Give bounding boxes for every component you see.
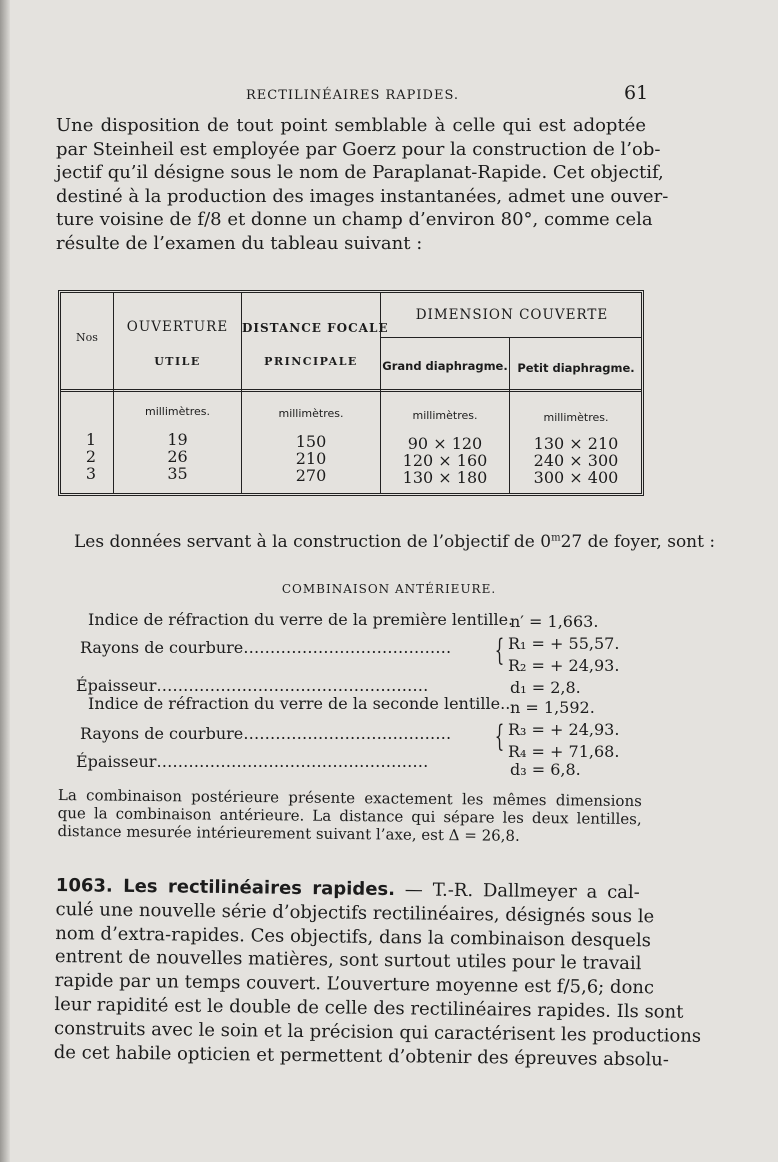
unit-distance: millimètres. — [278, 407, 344, 420]
table-cell: 35 — [167, 464, 188, 483]
text-run: — T.-R. Dallmeyer a cal- — [394, 879, 640, 904]
header-ouverture-sub: UTILE — [154, 355, 201, 368]
data-intro-text-end: 27 de foyer, sont : — [560, 532, 716, 552]
table-cell: 1 — [85, 430, 97, 449]
spec-value: R₂ = + 24,93. — [508, 656, 620, 675]
table-cell: 26 — [167, 447, 188, 466]
spec-label: Épaisseur…………………………………………… — [76, 676, 429, 695]
spec-label: Rayons de courbure………………………………… — [80, 638, 452, 657]
text-line: rapide par un temps couvert. L’ouverture moyenne est f/5,6; donc — [54, 970, 655, 999]
text-line: leur rapidité est le double de celle des rectilinéaires rapides. Ils sont — [54, 993, 684, 1023]
spec-value: R₃ = + 24,93. — [508, 720, 620, 739]
spec-label: Indice de réfraction du verre de la première lentille. — [88, 610, 514, 629]
header-rule — [381, 337, 641, 338]
spec-value: R₄ = + 71,68. — [508, 742, 620, 761]
table-cell: 120 × 160 — [402, 451, 488, 470]
unit-superscript: m — [551, 532, 561, 544]
spec-value: n = 1,592. — [510, 698, 595, 717]
lens-table — [58, 290, 644, 496]
text-line: par Steinheil est employée par Goerz pour la construction de l’ob- — [56, 138, 661, 160]
spec-value: d₃ = 6,8. — [510, 760, 581, 779]
page-gutter-shadow — [0, 0, 10, 1162]
unit-grand: millimètres. — [412, 409, 478, 422]
header-grand: Grand diaphragme. — [382, 359, 508, 373]
table-cell: 270 — [295, 466, 327, 485]
page-number: 61 — [624, 82, 649, 104]
header-no: Nos — [76, 331, 98, 344]
text-line: La combinaison postérieure présente exactement les mêmes dimensions — [57, 786, 642, 811]
data-intro-line — [74, 532, 715, 552]
running-header — [0, 82, 778, 108]
section-subheading: COMBINAISON ANTÉRIEURE. — [281, 582, 497, 596]
section-1063-paragraph — [53, 874, 702, 1071]
unit-ouverture: millimètres. — [144, 405, 210, 418]
brace-icon: { — [494, 633, 505, 668]
text-line: distance mesurée intérieurement suivant l’axe, est Δ = 26,8. — [57, 821, 520, 845]
text-line: nom d’extra-rapides. Ces objectifs, dans la combinaison desquels — [55, 922, 652, 951]
spec-label: Épaisseur…………………………………………… — [76, 752, 429, 771]
text-line: Une disposition de tout point semblable à celle qui est adoptée — [56, 115, 646, 136]
table-cell: 300 × 400 — [533, 468, 619, 487]
header-separator — [61, 389, 641, 392]
section-title: Les rectilinéaires rapides. — [112, 875, 396, 901]
text-line: jectif qu’il désigne sous le nom de Paraplanat-Rapide. Cet objectif, — [56, 162, 664, 183]
spec-value: d₁ = 2,8. — [510, 678, 581, 697]
header-ouverture: OUVERTURE — [126, 319, 229, 335]
table-cell: 19 — [167, 430, 188, 449]
table-cell: 130 × 180 — [402, 468, 488, 487]
intro-paragraph — [56, 114, 669, 255]
spec-label: Rayons de courbure………………………………… — [80, 724, 452, 743]
text-line: construits avec le soin et la précision qui caractérisent les productions — [53, 1017, 702, 1047]
running-title: RECTILINÉAIRES RAPIDES. — [246, 88, 460, 103]
spec-label: Indice de réfraction du verre de la seconde lentille.. — [88, 694, 511, 713]
text-line: entrent de nouvelles matières, sont surtout utiles pour le travail — [54, 946, 642, 975]
table-cell: 130 × 210 — [533, 434, 619, 453]
text-line: que la combinaison antérieure. La distance qui sépare les deux lentilles, — [57, 803, 642, 829]
table-cell: 240 × 300 — [533, 451, 619, 470]
header-dimension: DIMENSION COUVERTE — [415, 307, 609, 323]
text-line: de cet habile opticien et permettent d’obtenir des épreuves absolu- — [53, 1041, 670, 1071]
section-number: 1063. — [55, 874, 113, 897]
text-line: résulte de l’examen du tableau suivant : — [56, 232, 423, 254]
spec-value: R₁ = + 55,57. — [508, 634, 620, 653]
brace-icon: { — [494, 719, 505, 754]
unit-petit: millimètres. — [543, 411, 609, 424]
table-cell: 3 — [85, 464, 97, 483]
table-cell: 210 — [295, 449, 327, 468]
text-line: culé une nouvelle série d’objectifs rectilinéaires, désignés sous le — [55, 898, 655, 928]
spec-value: n′ = 1,663. — [510, 612, 599, 631]
table-cell: 2 — [85, 447, 97, 466]
data-intro-text: Les données servant à la construction de l’objectif de 0 — [74, 532, 552, 552]
header-distance-sub: PRINCIPALE — [264, 355, 358, 368]
table-cell: 90 × 120 — [407, 434, 483, 453]
table-cell: 150 — [295, 432, 327, 451]
text-line: ture voisine de f/8 et donne un champ d’environ 80°, comme cela — [56, 209, 653, 230]
header-distance: DISTANCE FOCALE — [242, 321, 389, 335]
posterior-paragraph — [57, 786, 642, 846]
header-petit: Petit diaphragme. — [517, 361, 635, 375]
text-line: destiné à la production des images instantanées, admet une ouver- — [56, 185, 669, 207]
